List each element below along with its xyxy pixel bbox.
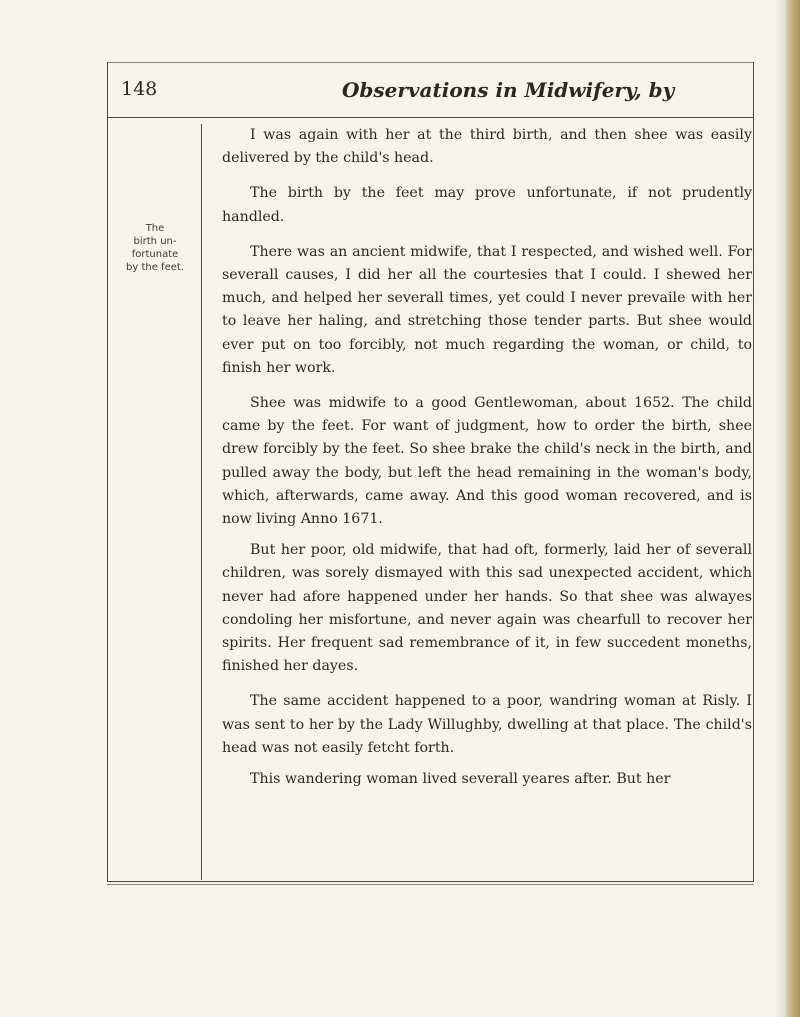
paragraph: The same accident happened to a poor, wandring woman at Risly. I was sent to her by the Lady Willughby, dwelling at that place. The child's head was not easily fetcht forth. <box>222 693 752 756</box>
margin-note-line: The <box>145 223 165 234</box>
margin-note <box>112 222 198 274</box>
page-edge <box>786 0 800 1017</box>
margin-note-line: birth un- <box>133 236 177 247</box>
paragraph: But her poor, old midwife, that had oft, formerly, laid her of severall children, was sorely dismayed with this sad unexpected accident, which never had afore happened under her hands. So that shee was alwayes condoling her misfortune, and never again was chearfull to recover her spirits. Her frequent sad remembrance of it, in few succedent moneths, finished her dayes. <box>222 542 752 675</box>
margin-note-line: by the feet. <box>126 262 184 273</box>
paragraph: The birth by the feet may prove unfortunate, if not prudently handled. <box>222 185 752 225</box>
paragraph: Shee was midwife to a good Gentlewoman, about 1652. The child came by the feet. For want of judgment, how to order the birth, shee drew forcibly by the feet. So shee brake the child's neck in the birth, and pulled away the body, but left the head remaining in the woman's body, which, afterwards, came away. And this good woman recovered, and is now living Anno 1671. <box>222 395 752 528</box>
bottom-rule <box>107 884 754 885</box>
page-header <box>107 68 754 118</box>
body-text <box>222 124 752 803</box>
paragraph: I was again with her at the third birth, and then shee was easily delivered by the child's head. <box>222 127 752 167</box>
running-title: Observations in Midwifery, by <box>342 78 675 102</box>
page-number: 148 <box>121 78 158 100</box>
paragraph: There was an ancient midwife, that I respected, and wished well. For severall causes, I did her all the courtesies that I could. I shewed her much, and helped her severall times, yet could I never prevaile with her to leave her haling, and stretching those tender parts. But shee would ever put on too forcibly, not much regarding the woman, or child, to finish her work. <box>222 243 752 376</box>
column-divider <box>201 124 202 880</box>
paragraph: This wandering woman lived severall yeares after. But her <box>250 771 671 788</box>
page-gutter-shadow <box>776 0 786 1017</box>
margin-note-line: fortunate <box>131 249 179 260</box>
